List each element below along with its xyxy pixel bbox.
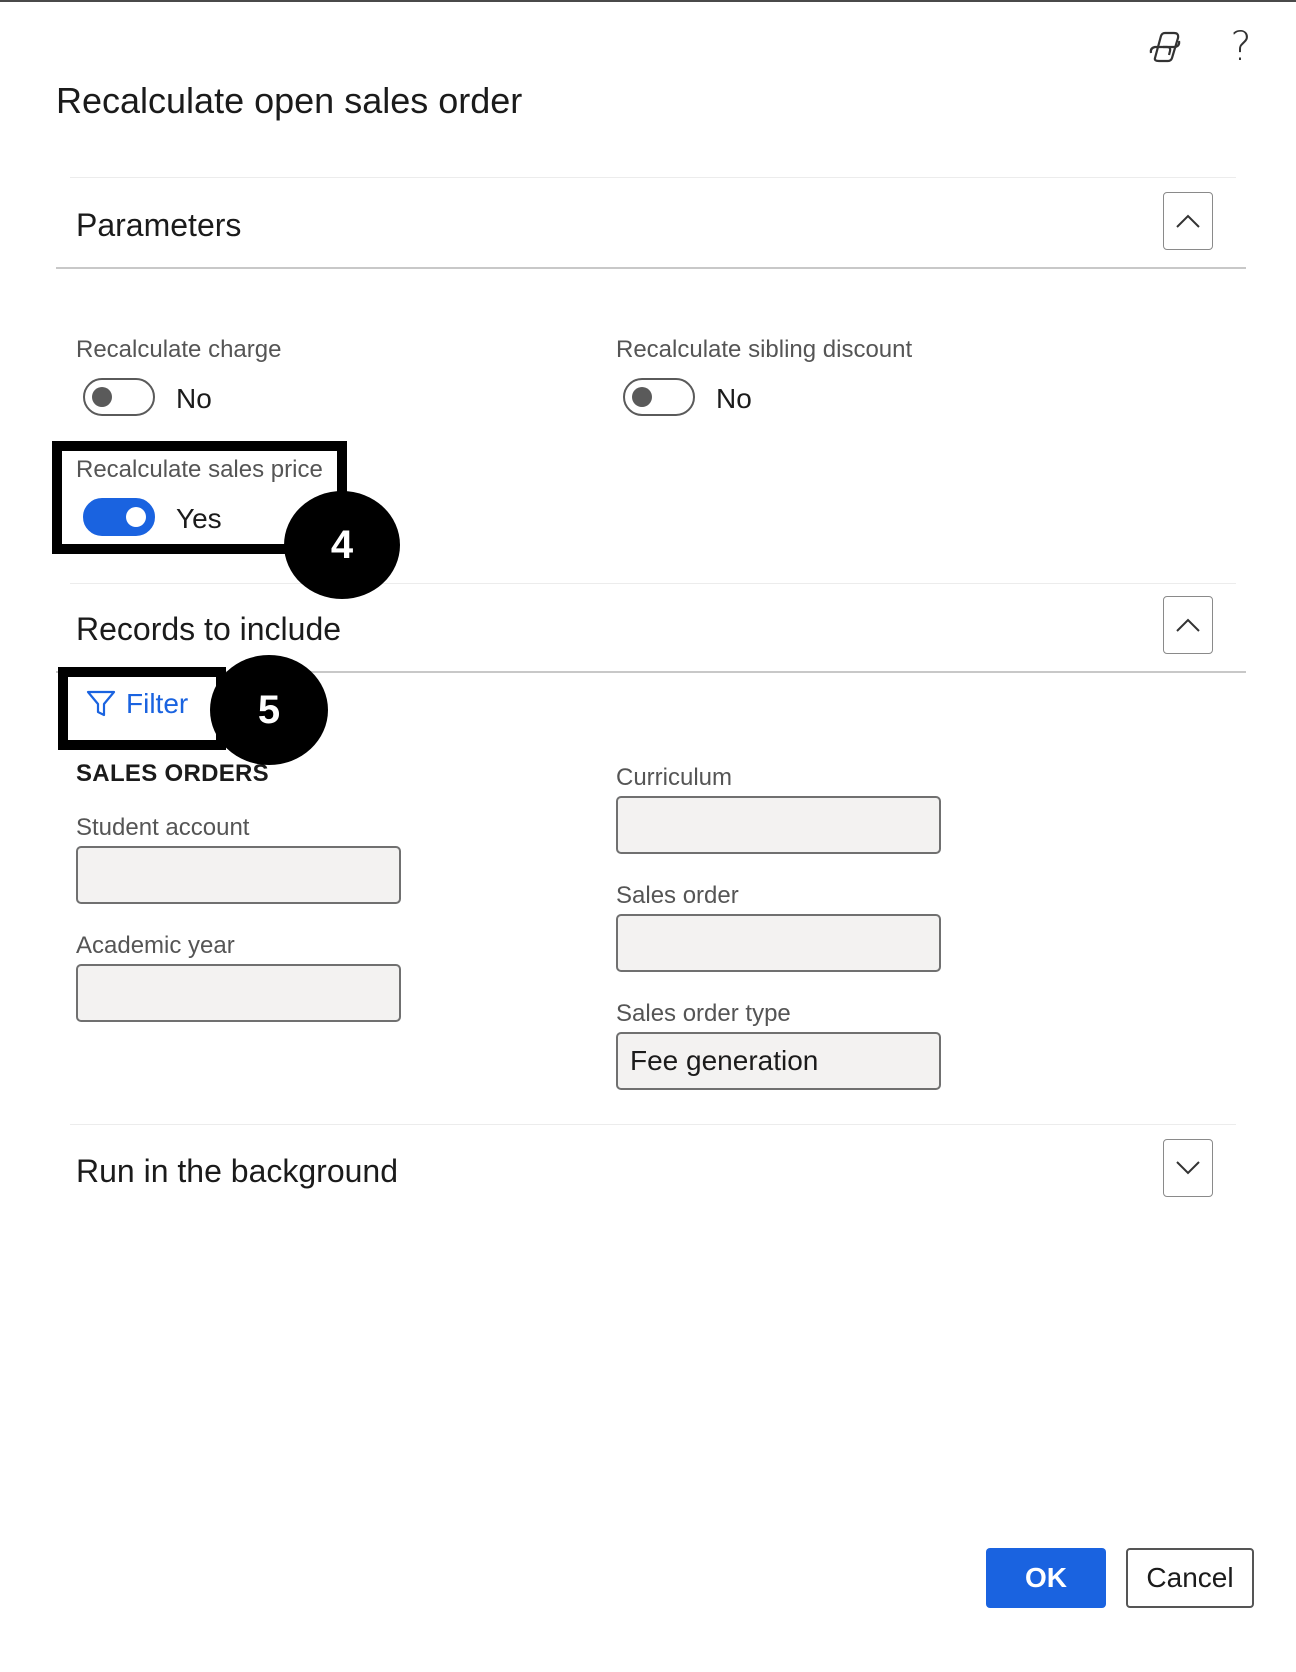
background-section-title: Run in the background xyxy=(76,1153,398,1189)
sales-order-input[interactable] xyxy=(616,914,941,972)
section-divider xyxy=(56,267,1246,269)
sales-order-type-label: Sales order type xyxy=(616,1000,791,1027)
records-collapse-button[interactable] xyxy=(1163,596,1213,654)
recalculate-sales-price-label: Recalculate sales price xyxy=(76,456,323,483)
recalculate-sibling-discount-toggle[interactable] xyxy=(623,378,695,416)
section-separator xyxy=(70,177,1236,178)
copilot-icon[interactable] xyxy=(1140,22,1190,72)
student-account-input[interactable] xyxy=(76,846,401,904)
recalculate-sales-price-value: Yes xyxy=(176,503,222,534)
chevron-up-icon xyxy=(1175,213,1201,229)
toggle-knob xyxy=(632,387,652,407)
recalculate-charge-toggle[interactable] xyxy=(83,378,155,416)
academic-year-input[interactable] xyxy=(76,964,401,1022)
parameters-section-title: Parameters xyxy=(76,207,242,243)
sales-orders-heading: SALES ORDERS xyxy=(76,760,269,787)
recalculate-sibling-discount-label: Recalculate sibling discount xyxy=(616,336,913,363)
toggle-knob xyxy=(92,387,112,407)
step-4-badge: 4 xyxy=(284,491,400,599)
sales-order-type-input[interactable] xyxy=(616,1032,941,1090)
top-border xyxy=(0,0,1296,2)
parameters-collapse-button[interactable] xyxy=(1163,192,1213,250)
dialog-title: Recalculate open sales order xyxy=(56,80,523,121)
section-separator xyxy=(70,583,1236,584)
section-separator xyxy=(70,1124,1236,1125)
recalculate-charge-value: No xyxy=(176,383,212,414)
cancel-button[interactable]: Cancel xyxy=(1126,1548,1254,1608)
filter-label: Filter xyxy=(126,688,189,719)
chevron-down-icon xyxy=(1175,1160,1201,1176)
student-account-label: Student account xyxy=(76,814,250,841)
curriculum-input[interactable] xyxy=(616,796,941,854)
background-expand-button[interactable] xyxy=(1163,1139,1213,1197)
academic-year-label: Academic year xyxy=(76,932,235,959)
recalculate-sibling-discount-value: No xyxy=(716,383,752,414)
sales-order-label: Sales order xyxy=(616,882,739,909)
help-icon[interactable]: ? xyxy=(1230,24,1252,70)
chevron-up-icon xyxy=(1175,617,1201,633)
step-5-badge: 5 xyxy=(210,655,328,765)
callout-box-step5 xyxy=(58,667,226,750)
ok-button[interactable]: OK xyxy=(986,1548,1106,1608)
records-section-title: Records to include xyxy=(76,611,342,647)
recalculate-charge-label: Recalculate charge xyxy=(76,336,282,363)
curriculum-label: Curriculum xyxy=(616,764,733,791)
